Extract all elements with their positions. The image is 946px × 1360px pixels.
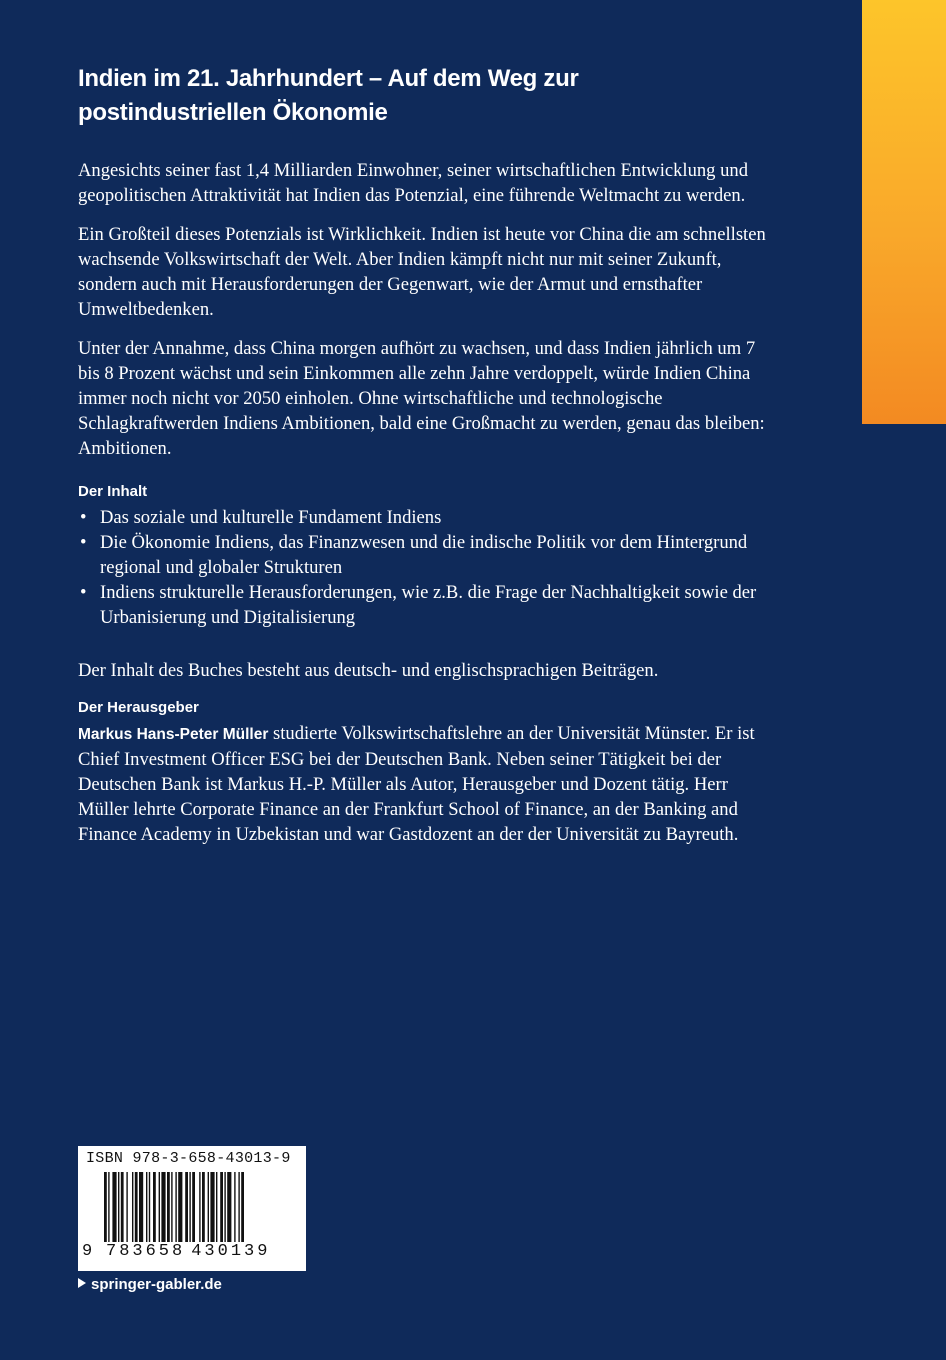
barcode-bar [241,1172,244,1242]
barcode-bar [234,1172,235,1242]
barcode-bar [121,1172,124,1242]
list-item: • Das soziale und kulturelle Fundament Indiens [78,505,768,530]
barcode-digits-right: 430139 [191,1242,271,1261]
arrow-right-icon [78,1278,86,1288]
barcode-bar [104,1172,107,1242]
isbn-barcode [78,1146,306,1271]
paragraph-2: Ein Großteil dieses Potenzials ist Wirklichkeit. Indien ist heute vor China die am schnellsten wachsende Volkswirtschaft der Welt. Aber Indien kämpft nicht nur mit seiner Zukunft, sondern auch mit Herausforderungen der Gegenwart, wie der Armut und ernsthafter Umweltbedenken. [78,224,766,320]
barcode-bar [135,1172,138,1242]
barcode-bar [126,1172,127,1242]
barcode-bar [199,1172,200,1242]
publisher-link[interactable] [78,1276,222,1293]
paragraph-3: Unter der Annahme, dass China morgen aufhört zu wachsen, und dass Indien jährlich um 7 bis 8 Prozent wächst und sein Einkommen alle zehn Jahre verdoppelt, würde Indien China immer noch nicht vor 2050 einholen. Ohne wirtschaftliche und technologische Schlagkraftwerden Indiens Ambitionen, bald eine Großmacht zu werden, genau das bleiben: Ambitionen. [78,338,765,459]
barcode-bar [153,1172,156,1242]
book-title: Indien im 21. Jahrhundert – Auf dem Weg zur postindustriellen Ökonomie [78,65,579,126]
barcode-bar [108,1172,109,1242]
barcode-bar [167,1172,170,1242]
publisher-url: springer-gabler.de [91,1276,222,1293]
barcode-bar [132,1172,133,1242]
barcode-bar [171,1172,172,1242]
barcode-bar [192,1172,195,1242]
barcode-digit-first: 9 [82,1242,93,1261]
barcode-bar [227,1172,231,1242]
barcode-bar [175,1172,176,1242]
list-item: • Die Ökonomie Indiens, das Finanzwesen und die indische Politik vor dem Hintergrund regional und globaler Strukturen [78,530,768,580]
barcode-bar [118,1172,119,1242]
barcode-bar [238,1172,239,1242]
barcode-bar [161,1172,165,1242]
barcode-bar [202,1172,205,1242]
barcode-bar [146,1172,147,1242]
isbn-label: ISBN 978-3-658-43013-9 [86,1150,291,1167]
barcode-bar [224,1172,225,1242]
herausgeber-name: Markus Hans-Peter Müller [78,726,269,743]
barcode-bar [112,1172,116,1242]
barcode-bar [189,1172,190,1242]
inhalt-note: Der Inhalt des Buches besteht aus deutsch- und englischsprachigen Beiträgen. [78,660,659,681]
list-item: • Indiens strukturelle Herausforderungen, wie z.B. die Frage der Nachhaltigkeit sowie der Urbanisierung und Digitalisierung [78,580,768,630]
barcode-bar [210,1172,214,1242]
inhalt-list [78,505,768,630]
barcode-digits [82,1242,270,1261]
inhalt-heading: Der Inhalt [78,483,148,500]
barcode-bar [149,1172,150,1242]
cover-content [78,62,768,861]
barcode-bar [178,1172,182,1242]
barcode-bar [159,1172,160,1242]
barcode-bar [185,1172,188,1242]
barcode-bar [139,1172,143,1242]
barcode-bar [208,1172,209,1242]
barcode-bar [216,1172,217,1242]
herausgeber-bio-text: studierte Volkswirtschaftslehre an der Universität Münster. Er ist Chief Investment Officer ESG bei der Deutschen Bank. Neben seiner Tätigkeit bei der Deutschen Bank ist Markus H.-P. Müller als Autor, Herausgeber und Dozent tätig. Herr Müller lehrte Corporate Finance an der Frankfurt School of Finance, an der Banking and Finance Academy in Uzbekistan und war Gastdozent an der der Universität zu Bayreuth. [78,723,755,845]
paragraph-1: Angesichts seiner fast 1,4 Milliarden Einwohner, seiner wirtschaftlichen Entwicklung und geopolitischen Attraktivität hat Indien das Potenzial, eine führende Weltmacht zu werden. [78,160,749,206]
barcode-bar [220,1172,223,1242]
barcode-bars [104,1172,284,1252]
barcode-digits-left: 783658 [106,1242,186,1261]
herausgeber-bio [78,721,768,847]
accent-stripe [862,0,946,424]
herausgeber-heading: Der Herausgeber [78,699,199,716]
